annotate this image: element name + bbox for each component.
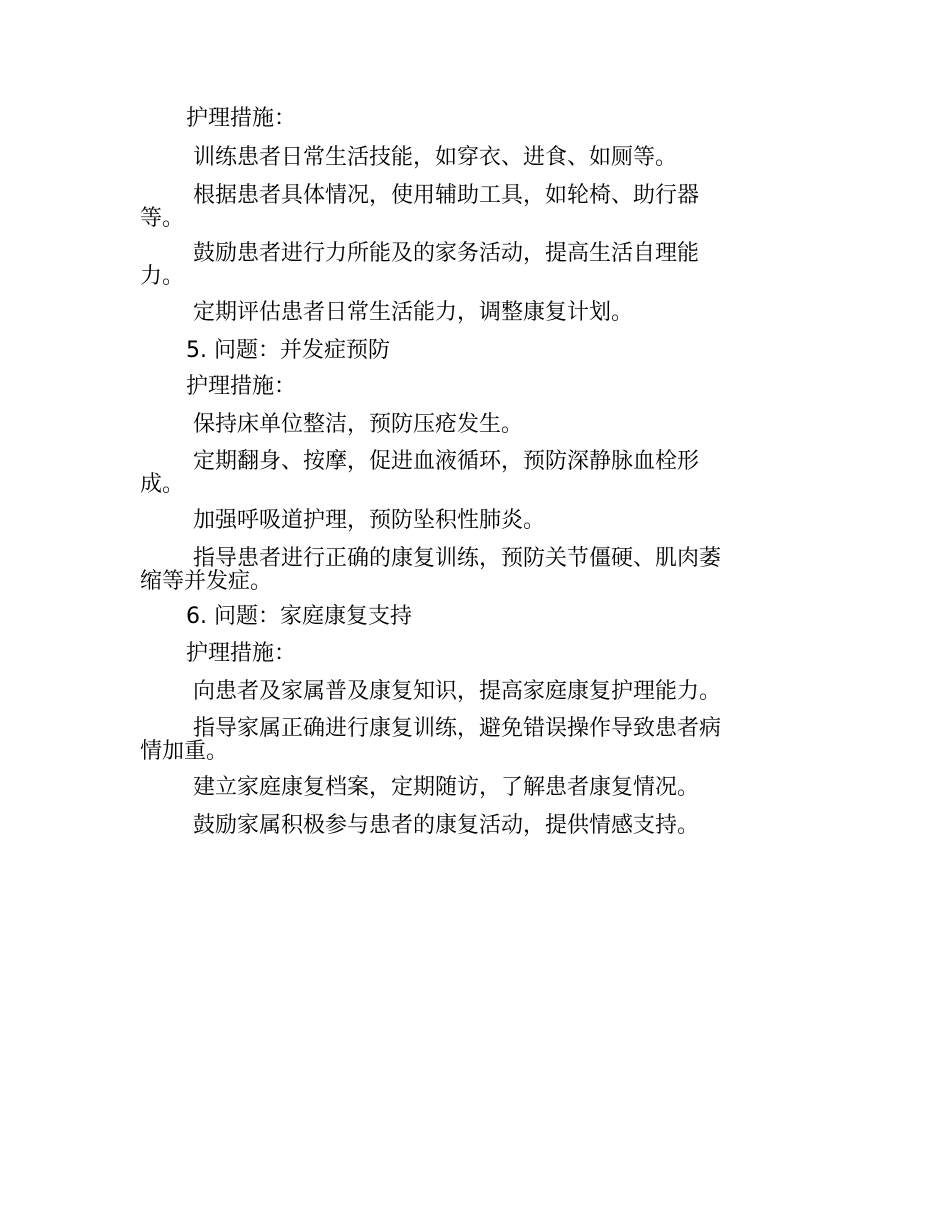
measure-item-continuation: 力。 [140,264,185,289]
measure-item: 鼓励患者进行力所能及的家务活动，提高生活自理能 [193,241,700,266]
section-label: 护理措施： [186,374,297,399]
measure-item-continuation: 缩等并发症。 [140,569,273,594]
measure-item: 训练患者日常生活技能，如穿衣、进食、如厕等。 [193,145,678,170]
problem-heading: 6. 问题：家庭康复支持 [186,604,412,629]
measure-item: 建立家庭康复档案，定期随访，了解患者康复情况。 [193,775,700,800]
measure-item: 定期翻身、按摩，促进血液循环，预防深静脉血栓形 [193,449,700,474]
section-label: 护理措施： [186,106,297,131]
measure-item-continuation: 等。 [140,206,185,231]
measure-item: 向患者及家属普及康复知识，提高家庭康复护理能力。 [193,679,722,704]
measure-item: 保持床单位整洁，预防压疮发生。 [193,412,524,437]
measure-item: 指导家属正确进行康复训练，避免错误操作导致患者病 [193,716,722,741]
measure-item: 加强呼吸道护理，预防坠积性肺炎。 [193,508,546,533]
section-label: 护理措施： [186,641,297,666]
measure-item-continuation: 成。 [140,472,185,497]
measure-item: 鼓励家属积极参与患者的康复活动，提供情感支持。 [193,813,700,838]
measure-item-continuation: 情加重。 [140,739,229,764]
problem-heading: 5. 问题：并发症预防 [186,338,390,363]
measure-item: 定期评估患者日常生活能力，调整康复计划。 [193,300,634,325]
measure-item: 指导患者进行正确的康复训练，预防关节僵硬、肌肉萎 [193,546,722,571]
measure-item: 根据患者具体情况，使用辅助工具，如轮椅、助行器 [193,183,700,208]
